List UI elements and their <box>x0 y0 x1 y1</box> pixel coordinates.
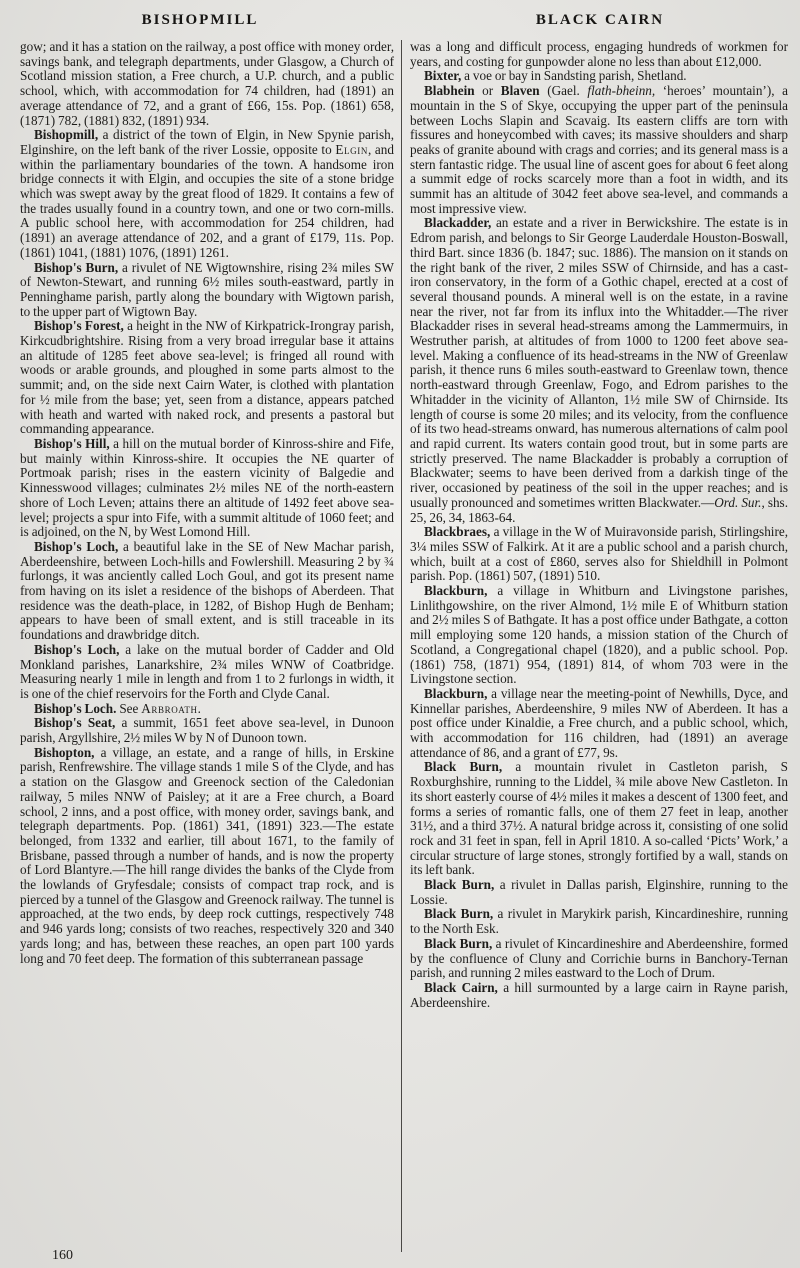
entry-paragraph <box>20 319 394 437</box>
entry-paragraph <box>20 540 394 643</box>
entry-text: a beautiful lake in the SE of New Machar parish, Aberdeenshire, between Loch-hills and Fowlershill. Measuring 2 by ¾ furlongs, it was anciently called Loch Goul, and got its present name from having on its islet a residence of the bishops of Aberdeen. That residence was the death-place, in 1282, of Bishop Hugh de Benham; appears to have been of small extent, and is still traceable in its foundations and drawbridge ditch. <box>20 538 395 643</box>
entry-title: Bishop's Hill, <box>34 435 110 451</box>
entry-text: a rivulet of Kincardineshire and Aberdeenshire, formed by the confluence of Cluny and Corrichie burns in Banchory-Ternan parish, and running 2 miles eastward to the Loch of Drum. <box>410 935 788 981</box>
text-columns <box>0 38 800 1252</box>
entry-text: , shs. 25, 26, 34, 1863-64. <box>410 494 788 525</box>
entry-title: Bishopmill, <box>34 127 99 143</box>
entry-text: Elgin <box>335 141 368 157</box>
entry-paragraph <box>20 716 394 745</box>
entry-text: a mountain rivulet in Castleton parish, S Roxburghshire, running to the Liddel, ¾ mile above New Castleton. In its short easterly course of 4½ miles it makes a descent of 1300 feet, and forms a series of romantic falls, one of them 27 feet in leap, another 31½, and a third 37½. A natural bridge across it, consisting of one solid rock and 31 feet in span, fell in April 1810. A so-called ‘Picts’ Work,’ a circular structure of large stones, strongly fortified by a wall, stands on its left bank. <box>410 759 788 878</box>
entry-text: a hill surmounted by a large cairn in Rayne parish, Aberdeenshire. <box>410 980 788 1010</box>
entry-paragraph <box>410 937 788 981</box>
entry-paragraph <box>20 643 394 702</box>
entry-title: Bishop's Burn, <box>34 259 119 275</box>
entry-text: a voe or bay in Sandsting parish, Shetland. <box>461 68 687 84</box>
entry-text: a height in the NW of Kirkpatrick-Irongray parish, Kirkcudbrightshire. Rising from a very broad irregular base it attains an altitude of 1285 feet above sea-level; is fringed all round with woods or arable grounds, and ploughed in some parts almost to the summit; and, on the side next Cairn Water, is clothed with plantation for ½ mile from the base; yet, seen from a distance, appears patched with heath and warted with naked rock, and presents a pastoral but commanding appearance. <box>20 318 394 437</box>
entry-title: Bishop's Forest, <box>34 318 124 334</box>
right-column-header: BLACK CAIRN <box>535 12 665 28</box>
entry-text: a hill on the mutual border of Kinross-shire and Fife, but mainly within Kinross-shire. It occupies the NE quarter of Portmoak parish; rises in the eastern vicinity of Balgedie and Kinnesswood villages; culminates 2½ miles NE of the north-eastern shore of Loch Leven; attains there an altitude of 1492 feet above sea-level; projects a spur into Fife, with a summit altitude of 1060 feet; and is adjoined, on the N, by West Lomond Hill. <box>20 435 394 540</box>
entry-title: Blackbraes, <box>424 524 491 540</box>
entry-text: a district of the town of Elgin, in New Spynie parish, Elginshire, on the left bank of the river Lossie, opposite to <box>20 127 394 157</box>
entry-text: a village in Whitburn and Livingstone parishes, Linlithgowshire, on the river Almond, 1½ mile E of Whitburn station and 2½ miles S of Bathgate. It has a post office under Bathgate, a cotton mill employing some 120 hands, a mission station of the Church of Scotland, a Congregational chapel (1820), and a public school. Pop. (1861) 758, (1871) 954, (1891) 814, of whom 703 were in the Livingstone section. <box>410 583 788 687</box>
entry-text: an estate and a river in Berwickshire. The estate is in Edrom parish, and belongs to Sir George Lauderdale Houston-Boswall, third Bart. since 1836 (b. 1847; suc. 1886). The mansion on it stands on the right bank of the river, 2 miles SSW of Chirnside, and has a cast-iron conservatory, in the form of a Gothic chapel, erected at a cost of several thousand pounds. A mineral well is on the estate, in a ravine near the river, not far from its influx into the Whitadder.—The river Blackadder rises in several head-streams among the Lammermuirs, in Westruther parish, at altitudes of from 1000 to 1200 feet above sea-level. Making a confluence of its head-streams in the NW of Greenlaw parish, it thence runs 6 miles south-eastward to Greenlaw town, thence north-eastward through Greenlaw, Fogo, and Edrom parishes to the Whitadder in the vicinity of Allanton, 1½ mile SW of Chirnside. Its length of course is some 20 miles; and its velocity, from the confluence of its two head-streams onward, has numerous alternations of calm pool and rapid current. Its waters contain good trout, but in some parts are strictly preserved. The name Blackadder is probably a corruption of Blackwater; seems to have been derived from a darkish tinge of the river, occasioned by peatiness of the soil in the upper reaches; and is usually pronounced and sometimes written Blackwater.— <box>410 215 788 510</box>
entry-text: a village near the meeting-point of Newhills, Dyce, and Kinnellar parishes, Aberdeenshire, 9 miles NW of Aberdeen. It has a post office under Kinaldie, a Free church, and a public school, which, with accommodation for 116 children, had (1891) an average attendance of 86, and a grant of £77, 9s. <box>410 685 788 760</box>
entry-title: Blaven <box>500 83 540 99</box>
entry-paragraph <box>410 84 788 216</box>
entry-text: a rivulet in Marykirk parish, Kincardineshire, running to the North Esk. <box>410 906 788 937</box>
right-column <box>410 40 788 1252</box>
entry-text: a village, an estate, and a range of hills, in Erskine parish, Renfrewshire. The village stands 1 mile S of the Clyde, and has a station on the Glasgow and Greenock section of the Caledonian railway, 5 miles NNW of Paisley; at it are a Free church, a Board school, 2 inns, and a post office, with money order, savings bank, and telegraph departments. Pop. (1861) 341, (1891) 323.—The estate belonged, from 1332 and earlier, till about 1671, to the family of Brisbane, passed through a number of hands, and is now the property of Lord Blantyre.—The hill range divides the banks of the Clyde from the lowlands of Gryfesdale; consists of compact trap rock, and is pierced by a tunnel of the Glasgow and Greenock railway. The tunnel is approached, at the two ends, by deep rock cuttings, respectively 748 and 946 yards long; consists of two reaches, respectively 320 and 340 yards long; and has, between these reaches, an open part 100 yards long and 70 feet deep. The formation of this subterranean passage <box>20 744 394 966</box>
left-column <box>20 40 394 1252</box>
entry-paragraph <box>20 702 394 717</box>
entry-title: Blabhein <box>424 83 475 99</box>
entry-title: Blackadder, <box>424 215 492 231</box>
entry-title: Black Burn, <box>424 877 495 893</box>
entry-title: Bixter, <box>424 68 462 84</box>
entry-paragraph <box>410 525 788 584</box>
entry-paragraph <box>410 878 788 907</box>
entry-paragraph <box>20 746 394 967</box>
entry-text: Ord. Sur. <box>714 494 762 510</box>
entry-text: a rivulet of NE Wigtownshire, rising 2¾ miles SW of Newton-Stewart, and running 6½ miles south-eastward, partly in Penninghame parish, partly along the boundary with Wigtown parish, to the upper part of Wigtown Bay. <box>20 259 394 319</box>
entry-text: , and within the parliamentary boundaries of the town. A handsome iron bridge connects it with Elgin, and occupies the site of a stone bridge which was swept away by the great flood of 1829. It contains a few of the trades usually found in a country town, and one or two corn-mills. A public school here, with accommodation for 254 children, had (1891) an average attendance of 202, and a grant of £179, 11s. Pop. (1861) 1041, (1881) 1076, (1891) 1261. <box>20 141 394 260</box>
entry-paragraph <box>20 437 394 540</box>
entry-paragraph <box>410 69 788 84</box>
entry-title: Bishopton, <box>34 744 95 760</box>
entry-title: Bishop's Seat, <box>34 715 116 731</box>
entry-text: See <box>116 700 142 716</box>
column-divider-rule <box>401 40 402 1252</box>
entry-paragraph <box>410 40 788 69</box>
page-number: 160 <box>52 1248 73 1263</box>
entry-title: Black Burn, <box>424 759 503 775</box>
entry-paragraph <box>410 687 788 761</box>
entry-paragraph <box>20 261 394 320</box>
entry-text: ‘heroes’ mountain’), a mountain in the S of Skye, occupying the upper part of the peninsula between Lochs Slapin and Scavaig. Its eastern cliffs are torn with fissures and honeycombed with caves; its massive shoulders and sharp peaks of granite abound with crags and corries; and its general mass is a stern fantastic ridge. The usual line of ascent goes for about 6 feet along a summit edge of rocks scarcely more than a foot in width, and its summit has an altitude of 3042 feet above sea-level, and commands a most impressive view. <box>410 83 788 216</box>
entry-title: Bishop's Loch, <box>34 538 119 554</box>
entry-paragraph <box>410 584 788 687</box>
entry-paragraph <box>410 216 788 525</box>
entry-text: gow; and it has a station on the railway, a post office with money order, savings bank, and telegraph departments, under Glasgow, a Church of Scotland mission station, a Free church, a U.P. church, and a public school, which, with accommodation for 74 children, had (1891) an average attendance of 72, and a grant of £66, 15s. Pop. (1861) 658, (1871) 782, (1881) 832, (1891) 934. <box>20 39 394 128</box>
entry-text: (Gael. <box>539 83 588 99</box>
entry-text: flath-bheinn, <box>587 83 656 99</box>
entry-paragraph <box>410 760 788 878</box>
entry-title: Blackburn, <box>424 583 488 599</box>
entry-text: was a long and difficult process, engaging hundreds of workmen for years, and costing for gunpowder alone no less than about £12,000. <box>410 39 788 69</box>
entry-paragraph <box>20 128 394 260</box>
left-column-header: BISHOPMILL <box>141 12 259 28</box>
entry-paragraph <box>20 40 394 128</box>
entry-text: . <box>197 700 201 716</box>
entry-title: Blackburn, <box>424 685 488 701</box>
entry-title: Black Burn, <box>424 906 494 922</box>
entry-text: or <box>474 83 501 99</box>
running-heads <box>0 0 800 38</box>
entry-paragraph <box>410 907 788 936</box>
entry-text: a lake on the mutual border of Cadder and Old Monkland parishes, Lanarkshire, 2¾ miles WNW of Coatbridge. Measuring nearly 1 mile in length and from 1 to 2 furlongs in width, it is one of the chief reservoirs for the Forth and Clyde Canal. <box>20 641 394 701</box>
entry-text: a summit, 1651 feet above sea-level, in Dunoon parish, Argyllshire, 2½ miles W by N of Dunoon town. <box>20 715 394 746</box>
entry-title: Bishop's Loch, <box>34 641 120 657</box>
entry-title: Black Cairn, <box>424 980 498 995</box>
entry-text: Arbroath <box>141 700 198 716</box>
entry-title: Bishop's Loch. <box>34 700 117 716</box>
entry-text: a rivulet in Dallas parish, Elginshire, running to the Lossie. <box>410 877 788 907</box>
entry-text: a village in the W of Muiravonside parish, Stirlingshire, 3¼ miles SSW of Falkirk. At it are a public school and a parish church, which, built at a cost of £860, serves also for Shieldhill in Polmont parish. Pop. (1861) 507, (1891) 510. <box>410 524 788 584</box>
entry-paragraph <box>410 981 788 1010</box>
entry-title: Black Burn, <box>424 935 493 951</box>
